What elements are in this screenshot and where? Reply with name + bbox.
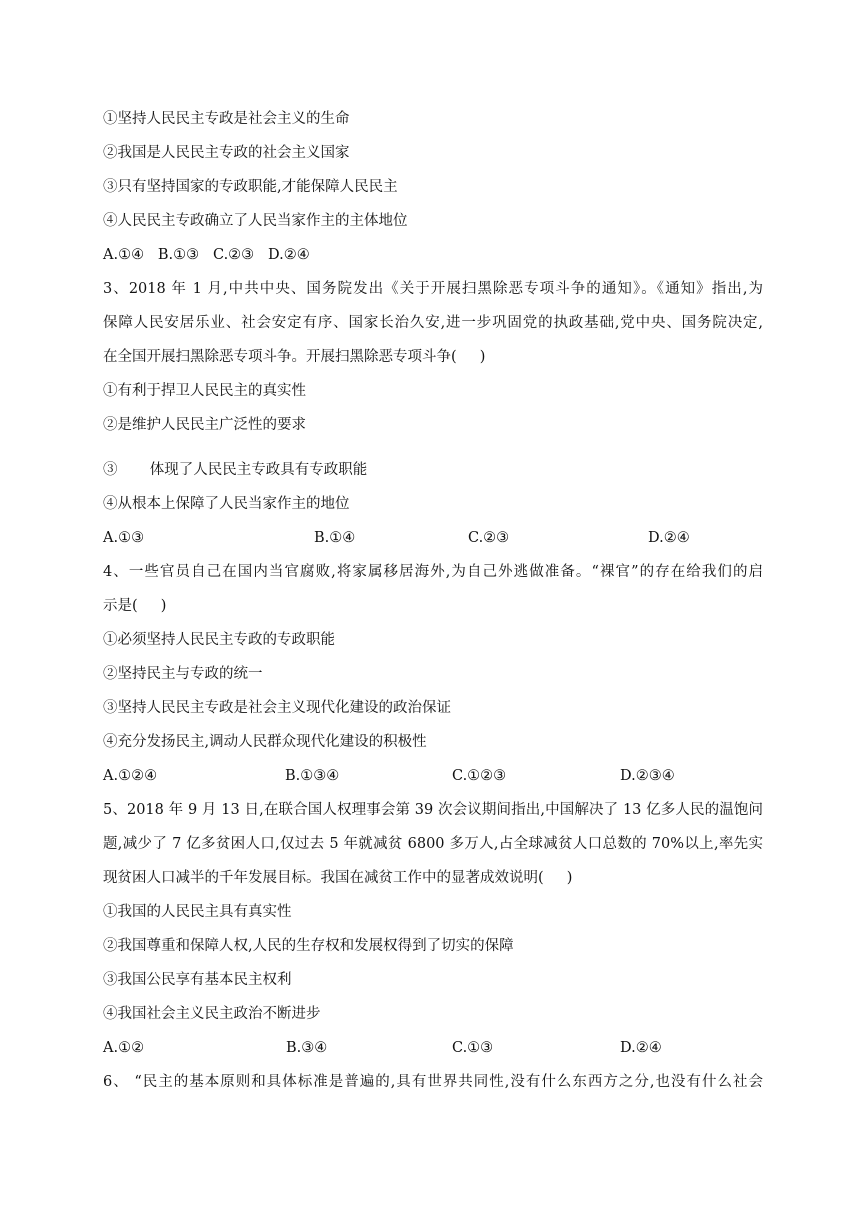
q6-stem-line-1: 6、 “民主的基本原则和具体标准是普遍的,具有世界共同性,没有什么东西方之分,也没有什么社会 xyxy=(103,1074,763,1090)
q3-option-b: B.①④ xyxy=(314,530,356,546)
q4-statement-3: ③坚持人民民主专政是社会主义现代化建设的政治保证 xyxy=(103,700,451,716)
q5-stem-line-3: 现贫困人口减半的千年发展目标。我国在减贫工作中的显著成效说明( ) xyxy=(103,870,573,886)
q3-option-d: D.②④ xyxy=(648,530,690,546)
q5-stem-line-1: 5、2018 年 9 月 13 日,在联合国人权理事会第 39 次会议期间指出,中国解决了 13 亿多人民的温饱问 xyxy=(103,802,763,818)
q2-statement-4: ④人民民主专政确立了人民当家作主的主体地位 xyxy=(103,213,408,229)
q3-option-c: C.②③ xyxy=(468,530,510,546)
q3-stem-line-1: 3、2018 年 1 月,中共中央、国务院发出《关于开展扫黑除恶专项斗争的通知》。《通知》指出,为 xyxy=(103,281,763,297)
q5-option-d: D.②④ xyxy=(620,1040,662,1056)
q4-statement-1: ①必须坚持人民民主专政的专政职能 xyxy=(103,632,335,648)
q3-option-a: A.①③ xyxy=(103,530,145,546)
q2-statement-2: ②我国是人民民主专政的社会主义国家 xyxy=(103,145,350,161)
q4-statement-2: ②坚持民主与专政的统一 xyxy=(103,666,263,682)
q4-option-b: B.①③④ xyxy=(285,768,340,784)
q5-statement-4: ④我国社会主义民主政治不断进步 xyxy=(103,1006,321,1022)
q2-options: A.①④ B.①③ C.②③ D.②④ xyxy=(103,247,310,263)
q3-statement-1: ①有利于捍卫人民民主的真实性 xyxy=(103,383,306,399)
q5-option-c: C.①③ xyxy=(452,1040,494,1056)
q5-statement-3: ③我国公民享有基本民主权利 xyxy=(103,972,292,988)
q3-stem-line-3: 在全国开展扫黑除恶专项斗争。开展扫黑除恶专项斗争( ) xyxy=(103,349,486,365)
q4-statement-4: ④充分发扬民主,调动人民群众现代化建设的积极性 xyxy=(103,734,427,750)
q4-option-a: A.①②④ xyxy=(103,768,158,784)
q5-statement-2: ②我国尊重和保障人权,人民的生存权和发展权得到了切实的保障 xyxy=(103,938,514,954)
q3-stem-line-2: 保障人民安居乐业、社会安定有序、国家长治久安,进一步巩固党的执政基础,党中央、国务院决定, xyxy=(103,315,763,331)
q4-option-c: C.①②③ xyxy=(452,768,507,784)
q2-statement-3: ③只有坚持国家的专政职能,才能保障人民民主 xyxy=(103,179,398,195)
q2-statement-1: ①坚持人民民主专政是社会主义的生命 xyxy=(103,111,350,127)
q3-statement-2: ②是维护人民民主广泛性的要求 xyxy=(103,417,306,433)
q5-statement-1: ①我国的人民民主具有真实性 xyxy=(103,904,292,920)
q4-option-d: D.②③④ xyxy=(620,768,675,784)
q5-option-a: A.①② xyxy=(103,1040,145,1056)
q3-statement-4: ④从根本上保障了人民当家作主的地位 xyxy=(103,496,350,512)
q4-stem-line-2: 示是( ) xyxy=(103,598,167,614)
q5-stem-line-2: 题,减少了 7 亿多贫困人口,仅过去 5 年就减贫 6800 多万人,占全球减贫人口总数的 70%以上,率先实 xyxy=(103,836,763,852)
q4-stem-line-1: 4、一些官员自己在国内当官腐败,将家属移居海外,为自己外逃做准备。“裸官”的存在给我们的启 xyxy=(103,564,763,580)
q5-option-b: B.③④ xyxy=(286,1040,328,1056)
q3-statement-3: ③ 体现了人民民主专政具有专政职能 xyxy=(103,462,368,478)
